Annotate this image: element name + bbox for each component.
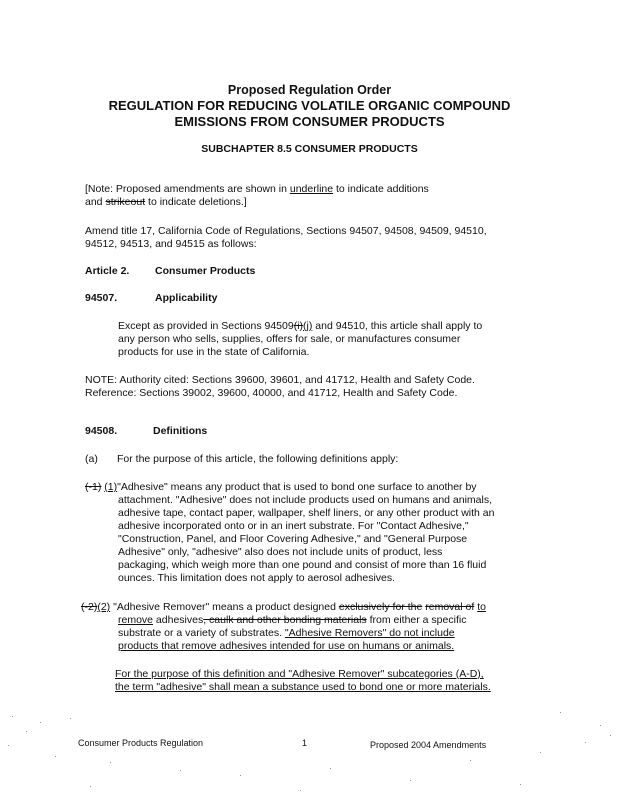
definition-adhesive-remover-line-1: (-2)(2) "Adhesive Remover" means a product designed exclusively for the removal of to xyxy=(81,601,486,613)
note-line-2: and strikeout to indicate deletions.] xyxy=(85,196,247,208)
definition-adhesive-line-2: attachment. "Adhesive" does not include products used on humans and animals, xyxy=(118,494,493,506)
subsection-a-label: (a) xyxy=(85,453,98,465)
definition-adhesive-line-8: ounces. This limitation does not apply to aerosol adhesives. xyxy=(118,572,396,584)
document-title: Proposed Regulation Order xyxy=(227,83,392,97)
definition-adhesive-line-5: "Construction, Panel, and Floor Covering Adhesive," and "General Purpose xyxy=(118,533,468,545)
authority-note: NOTE: Authority cited: Sections 39600, 39601, and 41712, Health and Safety Code. xyxy=(85,374,475,386)
definition-adhesive-remover-line-2: remove adhesives, caulk and other bonding materials from either a specific xyxy=(118,614,467,626)
applicability-line-2: any person who sells, supplies, offers for sale, or manufactures consumer xyxy=(118,333,461,345)
applicability-line-3: products for use in the state of California. xyxy=(118,346,310,358)
adhesive-remover-purpose-line-1: For the purpose of this definition and "Adhesive Remover" subcategories (A-D), xyxy=(115,668,484,680)
definition-adhesive-line-1: (-1) (1)"Adhesive" means any product that is used to bond one surface to another by xyxy=(85,481,477,493)
amend-line-2: 94512, 94513, and 94515 as follows: xyxy=(85,238,257,250)
definition-adhesive-line-4: adhesive incorporated onto or in an inert substrate. For "Contact Adhesive," xyxy=(118,520,469,532)
regulation-title-line1: REGULATION FOR REDUCING VOLATILE ORGANIC COMPOUND xyxy=(108,98,511,113)
section-94507-title: Applicability xyxy=(155,292,218,304)
footer-right: Proposed 2004 Amendments xyxy=(370,740,487,750)
regulation-title-line2: EMISSIONS FROM CONSUMER PRODUCTS xyxy=(174,114,445,129)
definition-adhesive-line-6: Adhesive" only, "adhesive" also does not include units of product, less xyxy=(118,546,443,558)
adhesive-remover-purpose-line-2: the term "adhesive" shall mean a substance used to bond one or more materials. xyxy=(115,681,491,693)
applicability-line-1: Except as provided in Sections 94509(i)(j) and 94510, this article shall apply to xyxy=(118,320,483,332)
amend-line-1: Amend title 17, California Code of Regulations, Sections 94507, 94508, 94509, 94510, xyxy=(85,225,487,237)
footer-left: Consumer Products Regulation xyxy=(78,738,204,748)
section-94507-number: 94507. xyxy=(85,292,118,304)
subchapter-heading: SUBCHAPTER 8.5 CONSUMER PRODUCTS xyxy=(201,143,418,155)
article-title: Consumer Products xyxy=(155,265,256,277)
definition-adhesive-remover-line-3: substrate or a variety of substrates. "Adhesive Removers" do not include xyxy=(118,627,455,639)
note-line-1: [Note: Proposed amendments are shown in underline to indicate additions xyxy=(85,183,429,195)
subsection-a-text: For the purpose of this article, the following definitions apply: xyxy=(117,453,399,465)
section-94508-title: Definitions xyxy=(153,425,208,437)
article-number: Article 2. xyxy=(85,265,130,277)
definition-adhesive-line-7: packaging, which weigh more than one pound and consist of more than 16 fluid xyxy=(118,559,487,571)
reference-note: Reference: Sections 39002, 39600, 40000, and 41712, Health and Safety Code. xyxy=(85,387,458,399)
definition-adhesive-line-3: adhesive tape, contact paper, wallpaper, shelf liners, or any other product with an xyxy=(118,507,495,519)
footer-page-number: 1 xyxy=(302,738,308,748)
section-94508-number: 94508. xyxy=(85,425,118,437)
definition-adhesive-remover-line-4: products that remove adhesives intended for use on humans or animals. xyxy=(118,640,455,652)
